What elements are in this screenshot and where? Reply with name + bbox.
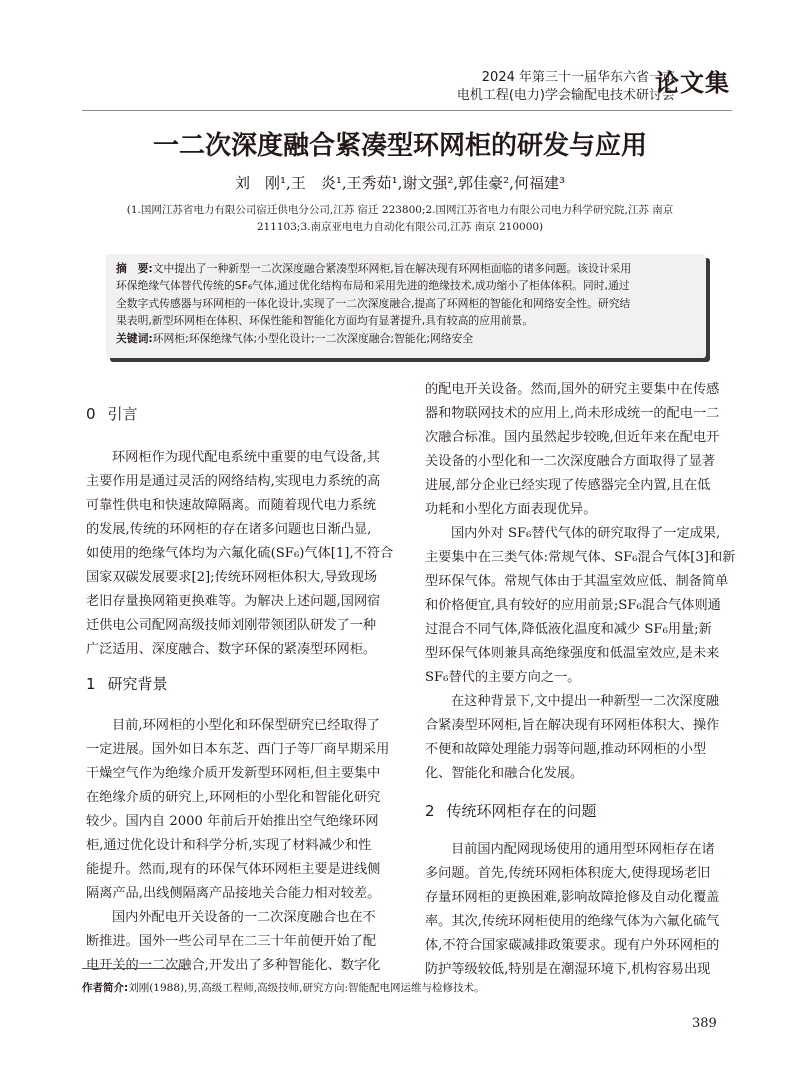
author-bio-footnote	[82, 980, 485, 995]
footnote-divider	[82, 968, 186, 969]
paragraph-line: 目前,环网柜的小型化和环保型研究已经取得了	[112, 718, 380, 733]
section-heading-2: 2 传统环网柜存在的问题	[425, 802, 597, 820]
paragraph-line: 次融合标准。国内虽然起步较晚,但近年来在配电开	[425, 430, 720, 445]
footnote-label: 作者简介:	[82, 982, 129, 994]
paragraph-line: 在绝缘介质的研究上,环网柜的小型化和智能化研究	[86, 790, 381, 805]
abstract-line: 摘 要:文中提出了一种新型一二次深度融合紧凑型环网柜,旨在解决现有环网柜面临的诸多问题。该设计采用	[116, 262, 632, 275]
paragraph-line: 广泛适用、深度融合、数字环保的紧凑型环网柜。	[86, 642, 377, 657]
paragraph-line: 能提升。然而,现有的环保气体环网柜主要是进线侧	[86, 862, 381, 877]
paragraph-line: 迁供电公司配网高级技师刘刚带领团队研发了一种	[86, 618, 377, 633]
paragraph-line: 防护等级较低,特别是在潮湿环境下,机构容易出现	[425, 962, 711, 977]
paragraph-line: 较少。国内自 2000 年前后开始推出空气绝缘环网	[86, 814, 379, 829]
proceedings-header-line1: 2024 年第三十一届华东六省一市	[481, 70, 675, 85]
paragraph-line: 国内外配电开关设备的一二次深度融合也在不	[112, 910, 376, 925]
paragraph-line: 老旧存量换网箱更换难等。为解决上述问题,国网宿	[86, 594, 381, 609]
footnote-text: 刘刚(1988),男,高级工程师,高级技师,研究方向:智能配电网运维与检修技术。	[128, 982, 485, 994]
paragraph-line: 干燥空气作为绝缘介质开发新型环网柜,但主要集中	[86, 766, 381, 781]
paragraph-line: 国家双碳发展要求[2];传统环网柜体积大,导致现场	[86, 570, 378, 585]
paragraph-line: 多问题。首先,传统环网柜体积庞大,使得现场老旧	[425, 866, 711, 881]
paragraph-line: 功耗和小型化方面表现优异。	[425, 502, 597, 517]
paragraph-line: 可靠性供电和快速故障隔离。而随着现代电力系统	[86, 498, 377, 513]
proceedings-header-badge: 论文集	[655, 69, 730, 97]
paragraph-line: 率。其次,传统环网柜使用的绝缘气体为六氟化硫气	[425, 914, 720, 929]
paragraph-line: 如使用的绝缘气体均为六氟化硫(SF₆)气体[1],不符合	[86, 546, 394, 561]
paragraph-line: 合紧凑型环网柜,旨在解决现有环网柜体积大、操作	[425, 718, 720, 733]
proceedings-header-line2: 电机工程(电力)学会输配电技术研讨会	[456, 88, 675, 103]
paragraph-line: 在这种背景下,文中提出一种新型一二次深度融	[451, 694, 719, 709]
paragraph-line: 型环保气体。常规气体由于其温室效应低、制备简单	[425, 574, 729, 589]
paragraph-line: 隔离产品,出线侧隔离产品接地关合能力相对较差。	[86, 886, 381, 901]
paper-title: 一二次深度融合紧凑型环网柜的研发与应用	[152, 131, 647, 161]
paragraph-line: 主要作用是通过灵活的网络结构,实现电力系统的高	[86, 474, 381, 489]
paragraph-line: 进展,部分企业已经实现了传感器完全内置,且在低	[425, 478, 711, 493]
paragraph-line: 国内外对 SF₆替代气体的研究取得了一定成果,	[451, 526, 721, 541]
page-number: 389	[692, 1016, 717, 1031]
paragraph-line: 断推进。国外一些公司早在二三十年前便开始了配	[86, 934, 377, 949]
abstract-line: 环保绝缘气体替代传统的SF₆气体,通过优化结构布局和采用先进的绝缘技术,成功缩小了柜体体积。同时,通过	[116, 279, 630, 293]
paragraph-line: 的发展,传统的环网柜的存在诸多问题也日渐凸显,	[86, 522, 372, 537]
paragraph-line: 和价格便宜,具有较好的应用前景;SF₆混合气体则通	[425, 598, 721, 613]
paragraph-line: 型环保气体则兼具高绝缘强度和低温室效应,是未来	[425, 646, 720, 661]
paragraph-line: 器和物联网技术的应用上,尚未形成统一的配电一二	[425, 406, 720, 421]
paragraph-line: 主要集中在三类气体:常规气体、SF₆混合气体[3]和新	[425, 550, 736, 565]
paragraph-line: 目前国内配网现场使用的通用型环网柜存在诸	[451, 842, 715, 857]
author-list: 刘 刚¹,王 炎¹,王秀茹¹,谢文强²,郭佳豪²,何福建³	[235, 174, 565, 192]
paragraph-line: 过混合不同气体,降低液化温度和减少 SF₆用量;新	[425, 622, 712, 637]
section-heading-1: 1 研究背景	[86, 675, 168, 693]
keywords-line	[116, 330, 696, 347]
affiliation-line-1: (1.国网江苏省电力有限公司宿迁供电分公司,江苏 宿迁 223800;2.国网江苏省电力有限公司电力科学研究院,江苏 南京	[126, 204, 674, 216]
paragraph-line: 体,不符合国家碳减排政策要求。现有户外环网柜的	[425, 938, 720, 953]
paragraph-line: 化、智能化和融合化发展。	[425, 766, 584, 781]
paragraph-line: 关设备的小型化和一二次深度融合方面取得了显著	[425, 454, 716, 469]
abstract-label: 摘 要:	[116, 262, 153, 275]
paragraph-line: 不便和故障处理能力弱等问题,推动环网柜的小型	[425, 742, 707, 757]
section-heading-0: 0 引言	[86, 405, 138, 423]
affiliation-line-2: 211103;3.南京亚电电力自动化有限公司,江苏 南京 210000)	[256, 221, 544, 233]
paragraph-line: SF₆替代的主要方向之一。	[425, 670, 581, 685]
abstract-box	[106, 254, 706, 358]
keywords: 环网柜;环保绝缘气体;小型化设计;一二次深度融合;智能化;网络安全	[152, 331, 474, 345]
keywords-label: 关键词:	[116, 331, 153, 345]
abstract-line: 全数字式传感器与环网柜的一体化设计,实现了一二次深度融合,提高了环网柜的智能化和网络安全性。研究结	[116, 296, 631, 310]
header-divider	[82, 110, 732, 111]
paragraph-line: 一定进展。国外如日本东芝、西门子等厂商早期采用	[86, 742, 390, 757]
paragraph-line: 的配电开关设备。然而,国外的研究主要集中在传感	[425, 382, 720, 397]
paragraph-line: 存量环网柜的更换困难,影响故障抢修及自动化覆盖	[425, 890, 720, 905]
abstract-line: 果表明,新型环网柜在体积、环保性能和智能化方面均有显著提升,具有较高的应用前景。	[116, 314, 534, 328]
paragraph-line: 柜,通过优化设计和科学分析,实现了材料减少和性	[86, 838, 372, 853]
paragraph-line: 电开关的一二次融合,开发出了多种智能化、数字化	[86, 958, 381, 973]
paragraph-line: 环网柜作为现代配电系统中重要的电气设备,其	[112, 450, 380, 465]
